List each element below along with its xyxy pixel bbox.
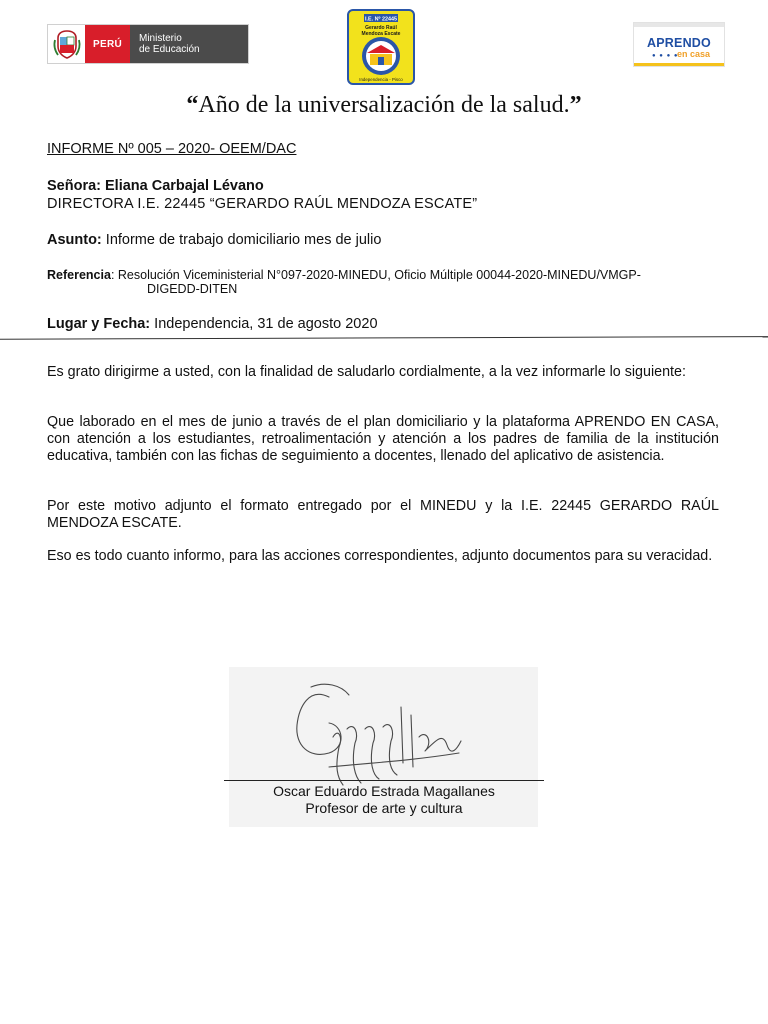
place-date-text: Independencia, 31 de agosto 2020 [150,316,378,332]
ministry-logo [47,24,249,64]
school-logo-place: Independencia - Pisco [359,77,403,82]
motto-open-quote: “ [186,92,199,118]
logo-top-bar [634,23,724,27]
logo-bottom-bar [634,63,724,66]
place-and-date [47,316,378,332]
subject-line [47,232,381,248]
dots-decoration: ● ● ● ● [652,53,679,59]
place-date-label: Lugar y Fecha: [47,316,151,332]
reference-block [47,268,727,296]
signature-line [224,780,544,781]
school-logo-name-line2: Mendoza Escate [361,31,401,37]
reference-label: Referencia [47,268,111,282]
motto-text: Año de la universalización de la salud. [198,92,570,118]
year-motto [0,92,768,119]
country-label: PERÚ [85,25,130,63]
reference-continuation: DIGEDD-DITEN [147,282,238,296]
subject-label: Asunto: [47,232,102,248]
peru-coat-of-arms-icon [48,25,85,63]
school-emblem-logo [347,9,415,85]
reference-text: : Resolución Viceministerial N°097-2020-MINEDU, Oficio Múltiple 00044-2020-MINEDU/VMGP- [110,268,641,282]
handwritten-signature-icon [229,667,538,792]
header-divider [0,336,768,340]
aprendo-title: APRENDO [647,36,711,50]
motto-close-quote: ” [569,92,582,118]
paragraph-attachment: Por este motivo adjunto el formato entregado por el MINEDU y la I.E. 22445 GERARDO RAÚL MENDOZA ESCATE. [47,498,719,531]
signer-role: Profesor de arte y cultura [305,800,463,816]
aprendo-subtitle: en casa [676,49,710,59]
school-logo-number: I.E. Nº 22445 [365,16,397,23]
paragraph-greeting: Es grato dirigirme a usted, con la finalidad de saludarlo cordialmente, a la vez informarle lo siguiente: [47,364,686,380]
aprendo-en-casa-logo [633,22,725,67]
recipient-name: Señora: Eliana Carbajal Lévano [47,178,264,194]
ministry-name [130,25,248,63]
report-number: INFORME Nº 005 – 2020- OEEM/DAC [47,141,297,157]
ministry-name-line2: de Educación [139,44,200,55]
school-logo-name-line1: Gerardo Raúl [365,25,397,31]
signer-name: Oscar Eduardo Estrada Magallanes [273,783,495,799]
recipient-title: DIRECTORA I.E. 22445 “GERARDO RAÚL MENDOZA ESCATE” [47,196,478,212]
paragraph-work-report: Que laborado en el mes de junio a través de el plan domiciliario y la plataforma APRENDO EN CASA, con atención a los estudiantes, retroalimentación y atención a los padres de familia de la institución educativa, también con las fichas de seguimiento a docentes, llenado del aplicativo de asistencia. [47,414,719,464]
subject-text: Informe de trabajo domiciliario mes de julio [101,232,382,248]
paragraph-closing: Eso es todo cuanto informo, para las acciones correspondientes, adjunto documentos para su veracidad. [47,548,713,564]
ministry-name-line1: Ministerio [139,33,182,44]
